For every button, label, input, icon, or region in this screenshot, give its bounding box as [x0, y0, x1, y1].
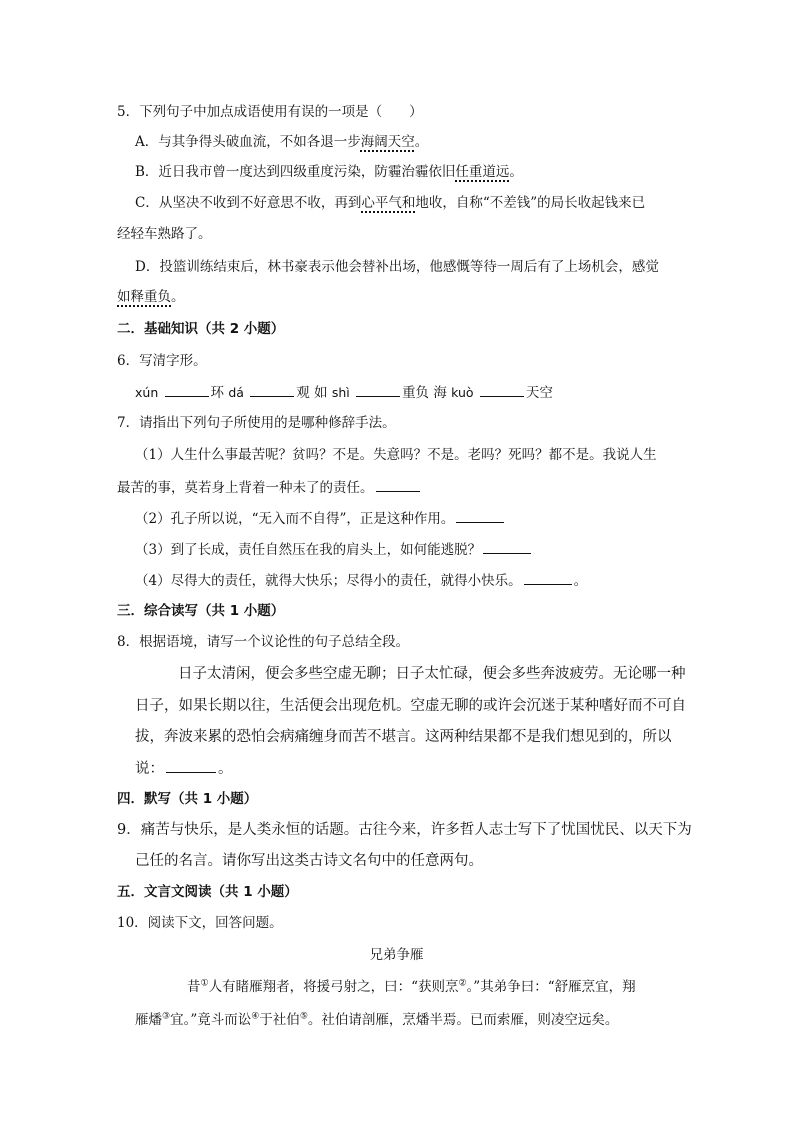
q8-passage-line-2: 日子，如果长期以往，生活便会出现危机。空虚无聊的或许会沉迷于某种嗜好而不可自	[135, 698, 686, 714]
q6-blank-4[interactable]	[480, 382, 524, 397]
q10-l1-a: 昔	[187, 979, 201, 995]
q5-option-a	[135, 132, 428, 152]
q6-text-1: 环	[210, 385, 225, 401]
q6-text-3: 重负 海	[402, 385, 447, 401]
q5-c-text-rest: 地收，自称“不差钱”的局长收起钱来已	[415, 195, 646, 211]
q5-c-text: C．从坚决不收到不好意思不收，再到	[135, 195, 362, 211]
q7-s2-text: （2）孔子所以说，“无入而不自得”，正是这种作用。	[135, 511, 455, 527]
q7-s2	[135, 508, 506, 529]
q7-s1-cont	[117, 477, 422, 498]
q5-d-end: 。	[171, 289, 185, 305]
q5-option-d-cont	[117, 287, 185, 307]
q6-blank-2[interactable]	[250, 382, 294, 397]
section-2-heading: 二．基础知识（共 2 小题）	[117, 321, 285, 337]
q6-pinyin-2: dá	[228, 385, 244, 400]
q8-blank[interactable]	[166, 758, 216, 773]
q5-option-d: D．投篮训练结束后，林书豪表示他会替补出场，他感慨等待一周后有了上场机会，感觉	[135, 259, 659, 275]
q6-pinyin-3: shì	[331, 385, 350, 400]
q9-line-2: 己任的名言。请你写出这类古诗文名句中的任意两句。	[135, 853, 483, 869]
note-mark-4: ④	[251, 1011, 260, 1022]
q7-stem: 7．请指出下列句子所使用的是哪种修辞手法。	[117, 415, 396, 431]
q7-s4	[135, 570, 587, 591]
q6-pinyin-1: xún	[135, 385, 159, 400]
q6-pinyin-4: kuò	[451, 385, 474, 400]
q9-line-1: 9．痛苦与快乐，是人类永恒的话题。古往今来，许多哲人志士写下了忧国忧民、以天下为	[117, 822, 692, 838]
q7-blank-2[interactable]	[456, 508, 504, 523]
note-mark-2: ②	[458, 978, 467, 989]
q5-c-idiom: 心平气和	[361, 195, 416, 211]
q5-d-idiom: 如释重负	[117, 289, 171, 305]
q10-l2-c: 于社伯	[259, 1012, 300, 1028]
q7-s4-end: 。	[573, 573, 588, 589]
q7-s3	[135, 539, 533, 560]
q6-stem: 6．写清字形。	[117, 353, 207, 369]
q8-p4-text: 说：	[135, 761, 164, 777]
q10-passage-line-2	[135, 1010, 618, 1030]
q8-stem: 8．根据语境，请写一个议论性的句子总结全段。	[117, 634, 410, 650]
q5-a-idiom: 海阔天空	[360, 134, 415, 150]
q6-text-2: 观 如	[296, 385, 328, 401]
section-3-heading: 三．综合读写（共 1 小题）	[117, 603, 285, 619]
q10-l1-c: 。”其弟争曰：“舒雁烹宜，翔	[466, 979, 636, 995]
q8-passage-line-4	[135, 758, 233, 779]
q8-p4-end: 。	[218, 761, 233, 777]
q7-blank-1[interactable]	[376, 477, 420, 492]
q5-b-text: B．近日我市曾一度达到四级重度污染，防霾治霾依旧	[135, 164, 456, 180]
q5-b-idiom: 任重道远	[455, 164, 510, 180]
q6-text-4: 天空	[525, 385, 553, 401]
q10-l1-b: 人有睹雁翔者，将援弓射之，曰：“获则烹	[208, 979, 459, 995]
q5-option-c-cont: 经轻车熟路了。	[117, 226, 212, 242]
q8-passage-line-1: 日子太清闲，便会多些空虚无聊；日子太忙碌，便会多些奔波疲劳。无论哪一种	[178, 666, 686, 682]
q7-blank-3[interactable]	[483, 539, 531, 554]
q10-l2-a: 雁燔	[135, 1012, 162, 1028]
section-5-heading: 五．文言文阅读（共 1 小题）	[117, 884, 298, 900]
q7-s1: （1）人生什么事最苦呢？贫吗？不是。失意吗？不是。老吗？死吗？都不是。我说人生	[135, 447, 657, 463]
q5-stem: 5．下列句子中加点成语使用有误的一项是（ ）	[117, 104, 423, 120]
q10-stem: 10．阅读下文，回答问题。	[117, 915, 283, 931]
q7-blank-4[interactable]	[524, 570, 572, 585]
q7-s4-text: （4）尽得大的责任，就得大快乐；尽得小的责任，就得小快乐。	[135, 573, 522, 589]
note-mark-3: ③	[162, 1011, 171, 1022]
q5-b-end: 。	[509, 164, 523, 180]
q6-fill-line	[135, 382, 553, 403]
q5-option-b	[135, 162, 523, 182]
q6-blank-1[interactable]	[165, 382, 209, 397]
q10-l2-d: 。社伯请剖雁，烹燔半焉。已而索雁，则凌空远矣。	[307, 1012, 619, 1028]
q8-passage-line-3: 拔，奔波来累的恐怕会病痛缠身而苦不堪言。这两种结果都不是我们想见到的，所以	[135, 729, 672, 745]
q5-a-text: A．与其争得头破血流，不如各退一步	[135, 134, 361, 150]
q7-s1-text: 最苦的事，莫若身上背着一种未了的责任。	[117, 480, 374, 496]
note-mark-5: ⑤	[299, 1011, 308, 1022]
section-4-heading: 四．默写（共 1 小题）	[117, 791, 258, 807]
q10-l2-b: 宜。”竟斗而讼	[170, 1012, 252, 1028]
q5-a-end: 。	[414, 134, 429, 150]
q10-passage-title: 兄弟争雁	[369, 947, 424, 963]
note-mark-1: ①	[200, 978, 209, 989]
q7-s3-text: （3）到了长成，责任自然压在我的肩头上，如何能逃脱？	[135, 542, 482, 558]
q6-blank-3[interactable]	[356, 382, 400, 397]
q10-passage-line-1	[187, 977, 636, 997]
q5-option-c	[135, 193, 645, 213]
